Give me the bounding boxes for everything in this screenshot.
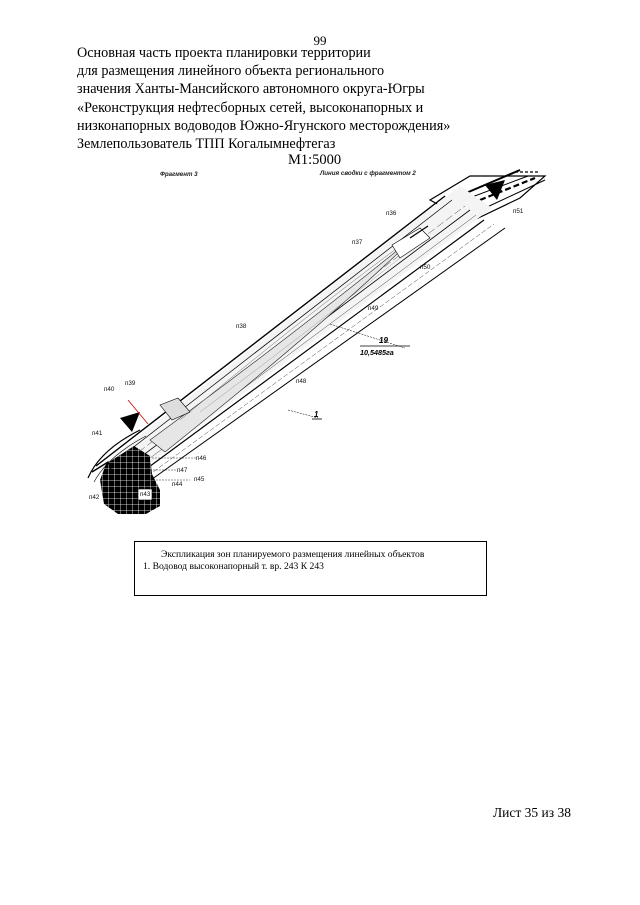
point-label: п39 bbox=[125, 380, 136, 387]
title-line: «Реконструкция нефтесборных сетей, высоконапорных и bbox=[77, 99, 424, 116]
zone-area: 10,5485га bbox=[360, 348, 394, 357]
linear-object-corridor bbox=[96, 186, 505, 482]
sheet-number: Лист 35 из 38 bbox=[493, 805, 571, 820]
point-label: п46 bbox=[196, 455, 207, 462]
legend-table bbox=[134, 541, 487, 596]
page-number: 99 bbox=[313, 33, 327, 48]
point-label: п51 bbox=[513, 208, 524, 215]
title-line: значения Ханты-Мансийского автономного округа-Югры bbox=[77, 81, 425, 98]
legend-item: 1. Водовод высоконапорный т. вр. 243 К 243 bbox=[143, 561, 324, 572]
fragment-label: Фрагмент 3 bbox=[160, 171, 198, 178]
object-number: 1 bbox=[314, 410, 319, 419]
point-label: п49 bbox=[368, 305, 379, 312]
point-label: п50 bbox=[420, 264, 431, 271]
point-label: п45 bbox=[194, 476, 205, 483]
point-label: п38 bbox=[236, 323, 247, 330]
point-label: п41 bbox=[92, 430, 103, 437]
point-label: п48 bbox=[296, 378, 307, 385]
point-label: п44 bbox=[172, 481, 183, 488]
point-label: п36 bbox=[386, 210, 397, 217]
match-line-label: Линия сводки с фрагментом 2 bbox=[320, 170, 416, 177]
point-label: п40 bbox=[104, 386, 115, 393]
title-line: низконапорных водоводов Южно-Ягунского месторождения» bbox=[77, 117, 451, 134]
map-scale: М1:5000 bbox=[288, 152, 342, 168]
title-line: Землепользователь ТПП Когалымнефтегаз bbox=[77, 136, 336, 153]
title-line: Основная часть проекта планировки территории bbox=[77, 45, 371, 61]
legend-title: Экспликация зон планируемого размещения линейных объектов bbox=[161, 549, 425, 560]
point-label: п37 bbox=[352, 239, 363, 246]
point-label: п47 bbox=[177, 467, 188, 474]
point-label: п42 bbox=[89, 494, 100, 501]
zone-number: 19 bbox=[379, 336, 388, 345]
title-line: для размещения линейного объекта регионального bbox=[77, 63, 385, 80]
point-label: п43 bbox=[140, 491, 151, 498]
